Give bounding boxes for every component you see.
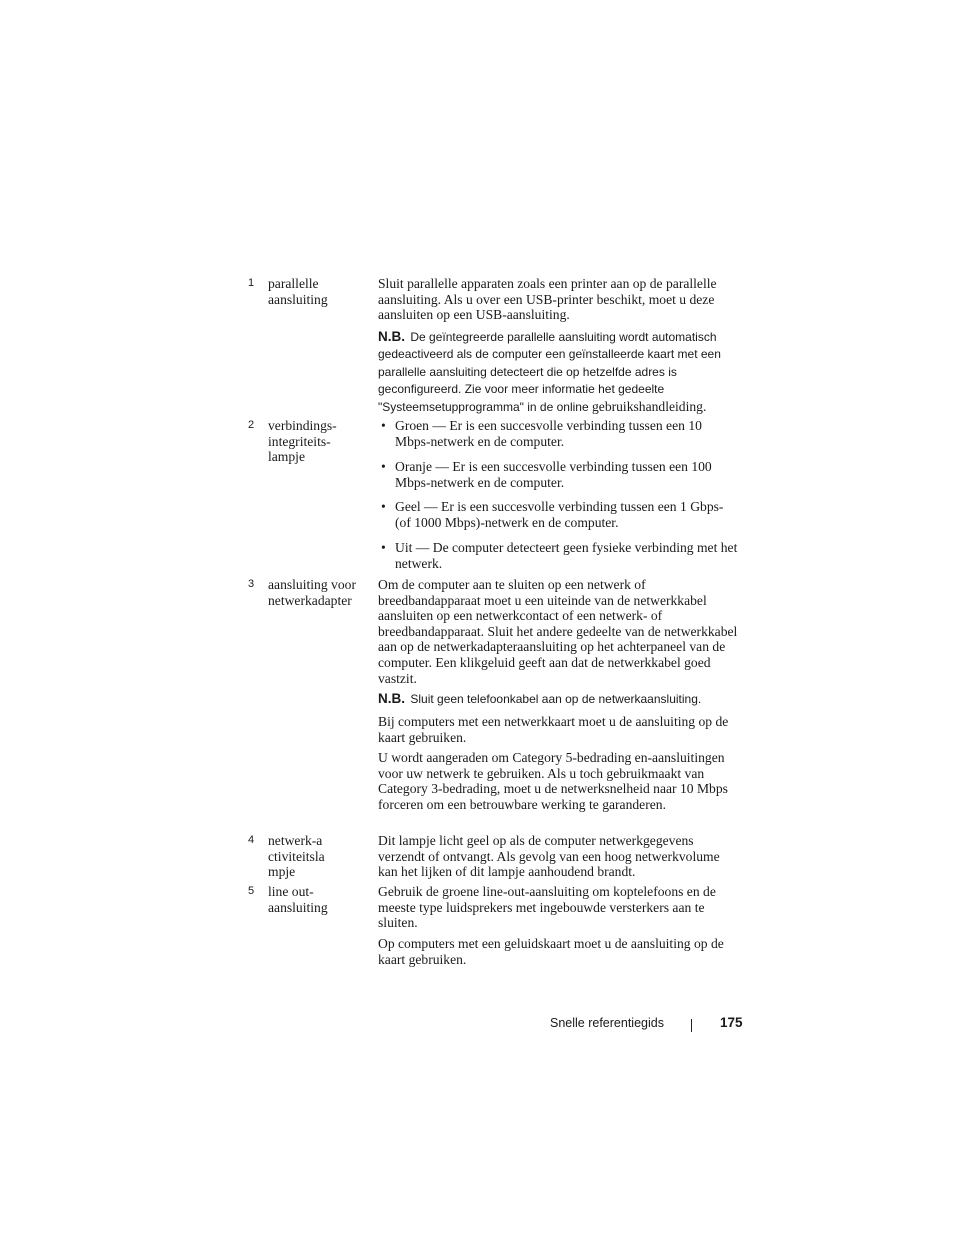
- item-number: 3: [248, 578, 255, 590]
- item-description: Gebruik de groene line-out-aansluiting om koptelefoons en de meeste type luidsprekers met ingebouwde versterkers aan te sluiten.: [378, 884, 716, 931]
- bullet-text: Geel — Er is een succesvolle verbinding tussen een 1 Gbps- (of 1000 Mbps)-netwerk en de computer.: [395, 499, 724, 530]
- item-description: Om de computer aan te sluiten op een netwerk of breedbandapparaat moet u een uiteinde van de netwerkkabel aansluiten op een netwerkcontact of een netwerk- of breedbandapparaat. Sluit het andere gedeelte van de netwerkkabel aan op de netwerkadapteraansluiting op het achterpaneel van de computer. Een klikgeluid geeft aan dat de netwerkkabel goed vastzit.: [378, 577, 738, 686]
- item-name: aansluiting voor netwerkadapter: [268, 577, 356, 608]
- item-name: line out-aansluiting: [268, 884, 328, 915]
- note-text: Sluit geen telefoonkabel aan op de netwerkaansluiting.: [410, 692, 702, 706]
- item-number: 5: [248, 885, 255, 897]
- item-name: verbindings-integriteits-lampje: [268, 418, 337, 465]
- item-description: Bij computers met een netwerkkaart moet u de aansluiting op de kaart gebruiken.: [378, 714, 729, 745]
- bullet-icon: •: [381, 418, 386, 433]
- item-name: netwerk-activiteitslampje: [268, 833, 325, 880]
- bullet-icon: •: [381, 499, 386, 514]
- note-block: [378, 690, 740, 708]
- item-name: parallelle aansluiting: [268, 276, 328, 307]
- note-block: [378, 328, 740, 416]
- item-description: Op computers met een geluidskaart moet u de aansluiting op de kaart gebruiken.: [378, 936, 724, 967]
- bullet-text: Groen — Er is een succesvolle verbinding tussen een 10 Mbps-netwerk en de computer.: [395, 418, 702, 449]
- footer-divider: [691, 1019, 692, 1032]
- item-description: Sluit parallelle apparaten zoals een printer aan op de parallelle aansluiting. Als u over een USB-printer beschikt, moet u deze aansluiten op een USB-aansluiting.: [378, 276, 717, 323]
- bullet-text: Oranje — Er is een succesvolle verbinding tussen een 100 Mbps-netwerk en de computer.: [395, 459, 712, 490]
- item-description: U wordt aangeraden om Category 5-bedrading en-aansluitingen voor uw netwerk te gebruiken. Als u toch gebruikmaakt van Category 3-bedrading, moet u de netwerksnelheid naar 10 Mbps forceren om een betrouwbare werking te garanderen.: [378, 750, 728, 812]
- page-number: 175: [720, 1015, 743, 1030]
- bullet-icon: •: [381, 459, 386, 474]
- note-text: De geïntegreerde parallelle aansluiting wordt automatisch gedeactiveerd als de computer een geïnstalleerde kaart met een parallelle aansluiting detecteert die op hetzelfde adres is geconfigureerd. Zie voor meer informatie het gedeelte "Systeemsetupprogramma" in de online: [378, 330, 721, 414]
- item-number: 2: [248, 419, 255, 431]
- bullet-text: Uit — De computer detecteert geen fysieke verbinding met het netwerk.: [395, 540, 738, 571]
- note-label: N.B.: [378, 329, 405, 344]
- footer-section-title: Snelle referentiegids: [550, 1016, 664, 1030]
- note-label: N.B.: [378, 691, 405, 706]
- item-number: 1: [248, 277, 255, 289]
- item-number: 4: [248, 834, 255, 846]
- bullet-icon: •: [381, 540, 386, 555]
- item-description: Dit lampje licht geel op als de computer netwerkgegevens verzendt of ontvangt. Als gevolg van een hoog netwerkvolume kan het lijken of dit lampje aanhoudend brandt.: [378, 833, 720, 880]
- note-tail-italic: gebruikshandleiding.: [591, 398, 707, 414]
